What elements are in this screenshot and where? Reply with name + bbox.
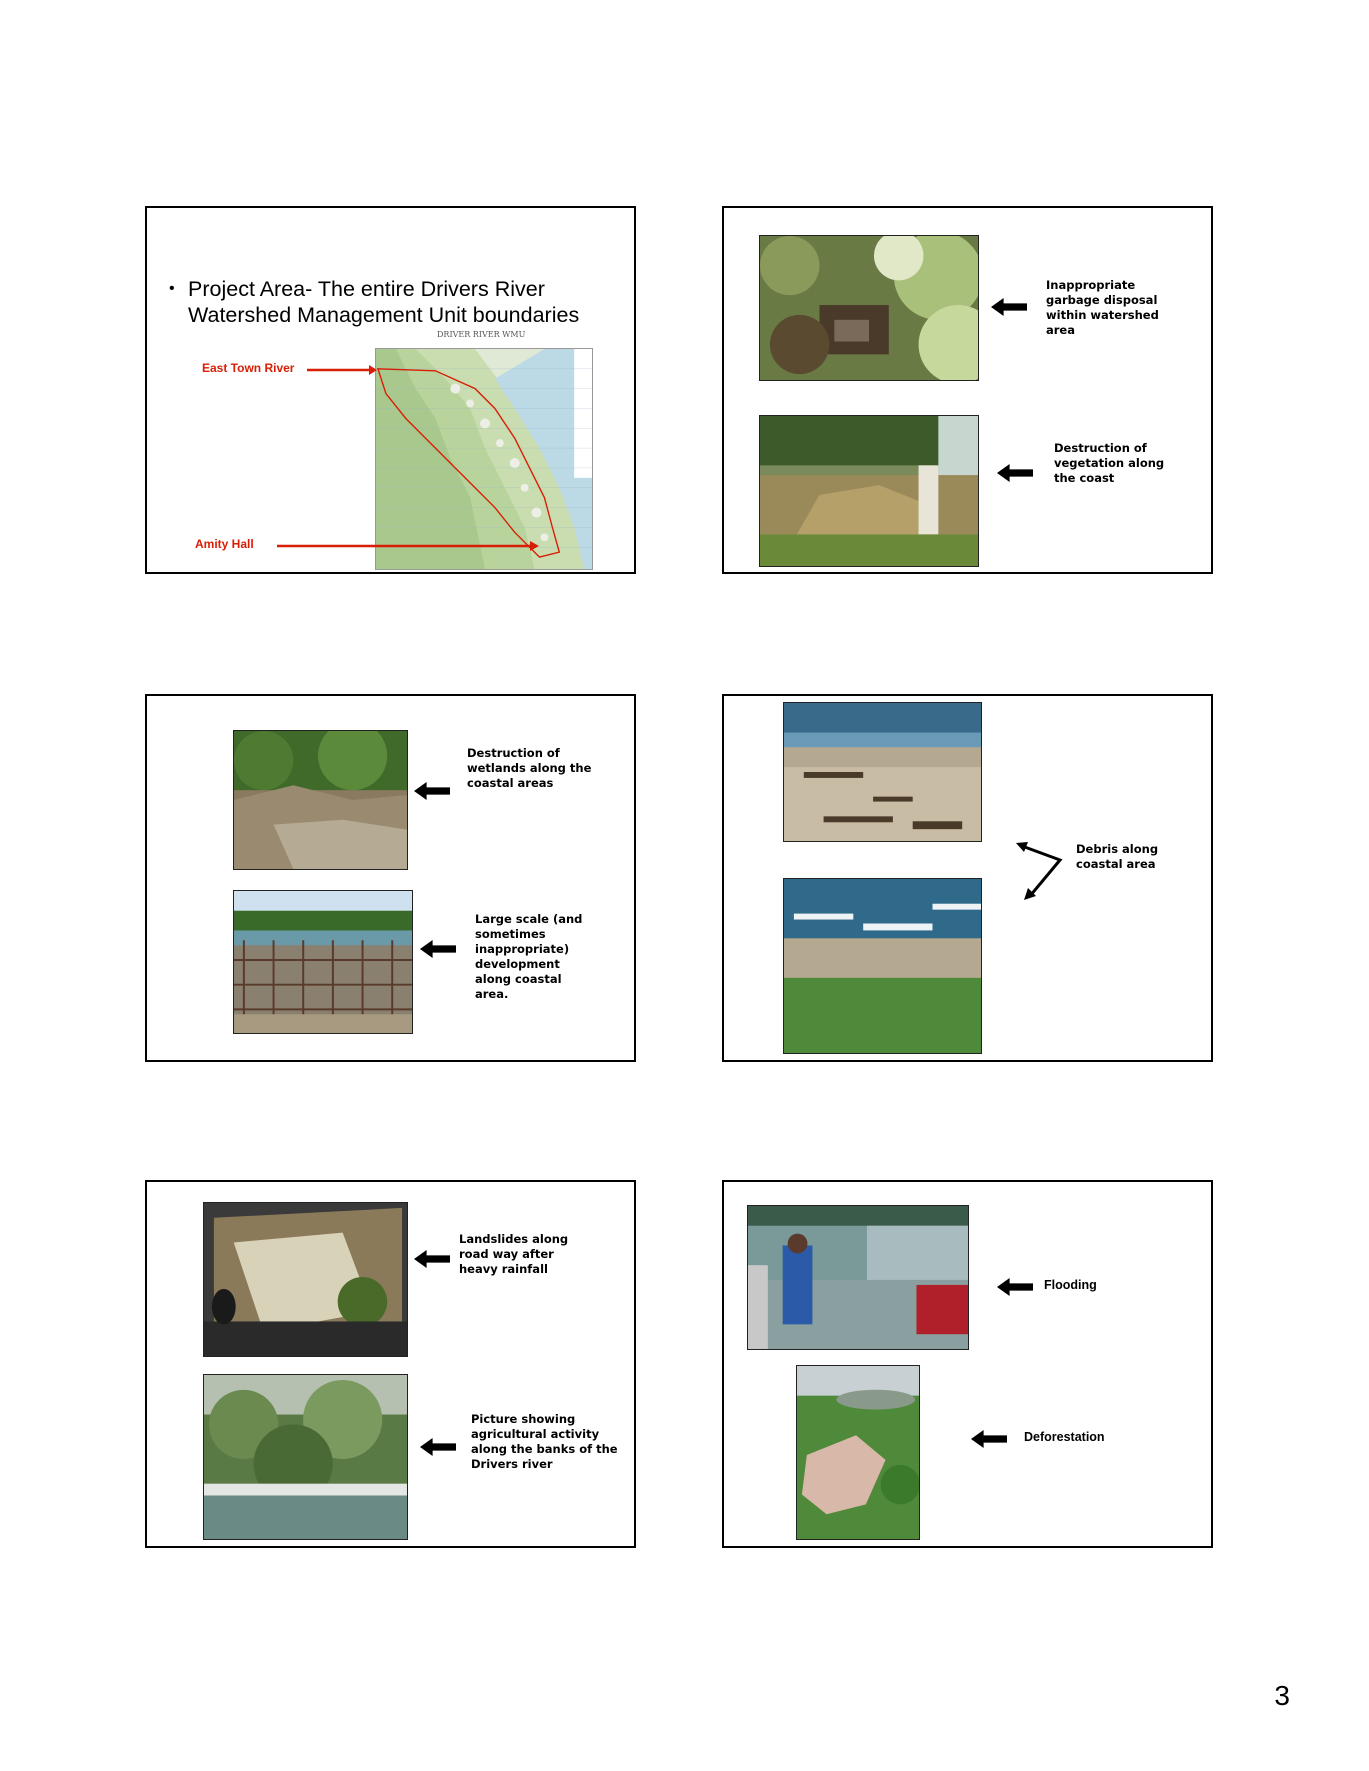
slide-landslides-agriculture — [145, 1180, 636, 1548]
left-arrow-icon — [413, 782, 451, 800]
beach-debris-photo — [783, 702, 982, 842]
wetlands-caption: Destruction of wetlands along the coastal areas — [467, 746, 592, 790]
vegetation-caption: Destruction of vegetation along the coast — [1054, 441, 1165, 485]
bullet-text: Project Area- The entire Drivers River Watershed Management Unit boundaries — [188, 277, 580, 327]
garbage-photo — [759, 235, 979, 381]
development-photo — [233, 890, 413, 1034]
deforestation-photo — [796, 1365, 920, 1540]
flooding-photo — [747, 1205, 969, 1350]
debris-caption: Debris along coastal area — [1076, 842, 1159, 871]
left-arrow-icon — [970, 1430, 1008, 1448]
wetlands-photo — [233, 730, 408, 870]
slide-project-area — [145, 206, 636, 574]
bullet-title — [169, 276, 589, 328]
vegetation-photo — [759, 415, 979, 567]
amity-hall-label: Amity Hall — [195, 537, 254, 551]
amity-hall-arrow — [277, 540, 539, 552]
slide-garbage-vegetation — [722, 206, 1213, 574]
east-town-river-arrow — [307, 364, 377, 376]
development-caption: Large scale (and sometimes inappropriate) development along coastal area. — [475, 912, 583, 1001]
agriculture-caption: Picture showing agricultural activity along the banks of the Drivers river — [471, 1412, 618, 1471]
deforestation-caption: Deforestation — [1024, 1430, 1105, 1444]
garbage-caption: Inappropriate garbage disposal within watershed area — [1046, 278, 1159, 337]
left-arrow-icon — [419, 1438, 457, 1456]
agriculture-photo — [203, 1374, 408, 1540]
east-town-river-label: East Town River — [202, 361, 295, 375]
left-arrow-icon — [990, 298, 1028, 316]
landslide-caption: Landslides along road way after heavy rainfall — [459, 1232, 569, 1276]
left-arrow-icon — [419, 940, 457, 958]
slide-debris — [722, 694, 1213, 1062]
left-arrow-icon — [413, 1250, 451, 1268]
chevron-arrows-icon — [1016, 840, 1070, 902]
watershed-map — [375, 348, 593, 570]
bullet-dot: • — [169, 280, 175, 297]
slide-flooding-deforestation — [722, 1180, 1213, 1548]
left-arrow-icon — [996, 1278, 1034, 1296]
page-number: 3 — [1274, 1680, 1290, 1711]
flooding-caption: Flooding — [1044, 1278, 1097, 1292]
map-title: DRIVER RIVER WMU — [437, 330, 526, 339]
landslide-photo — [203, 1202, 408, 1357]
beach-waves-photo — [783, 878, 982, 1054]
left-arrow-icon — [996, 464, 1034, 482]
slide-wetlands-development — [145, 694, 636, 1062]
